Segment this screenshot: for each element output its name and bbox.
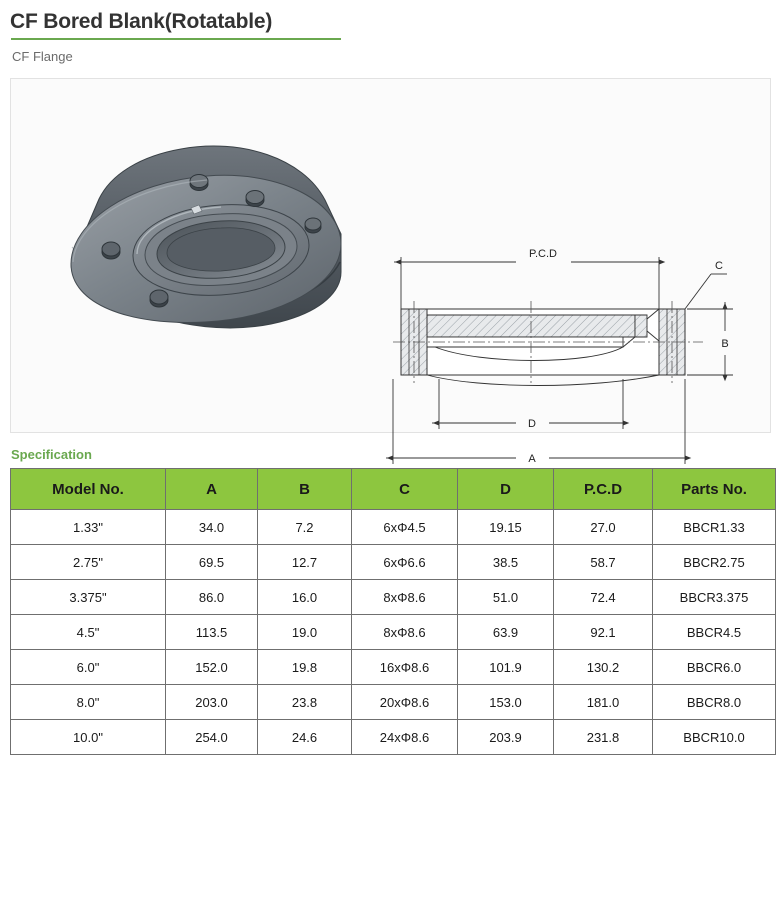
table-row — [11, 720, 776, 755]
dimension-label-b: B — [721, 338, 729, 350]
page-title: CF Bored Blank(Rotatable) — [10, 10, 273, 33]
cell-model-no: 2.75" — [11, 545, 166, 580]
dimension-label-a: A — [528, 453, 536, 465]
cell-c: 6xΦ4.5 — [352, 510, 458, 545]
cell-d: 63.9 — [458, 615, 554, 650]
table-row — [11, 545, 776, 580]
cell-c: 24xΦ8.6 — [352, 720, 458, 755]
column-header-d: D — [458, 469, 554, 510]
cell-parts-no: BBCR4.5 — [653, 615, 776, 650]
header — [8, 0, 773, 64]
cell-c: 8xΦ8.6 — [352, 615, 458, 650]
cell-pcd: 181.0 — [554, 685, 653, 720]
table-row — [11, 510, 776, 545]
cell-a: 152.0 — [166, 650, 258, 685]
cell-d: 51.0 — [458, 580, 554, 615]
table-row — [11, 650, 776, 685]
cell-a: 86.0 — [166, 580, 258, 615]
cell-a: 69.5 — [166, 545, 258, 580]
column-header-a: A — [166, 469, 258, 510]
cell-c: 6xΦ6.6 — [352, 545, 458, 580]
table-row — [11, 615, 776, 650]
specification-table — [10, 468, 776, 755]
cell-pcd: 72.4 — [554, 580, 653, 615]
cell-b: 24.6 — [258, 720, 352, 755]
cell-b: 12.7 — [258, 545, 352, 580]
flange-3d-illustration — [71, 146, 341, 328]
dimension-label-pcd: P.C.D — [529, 248, 557, 260]
cell-model-no: 8.0" — [11, 685, 166, 720]
cell-d: 19.15 — [458, 510, 554, 545]
cell-parts-no: BBCR6.0 — [653, 650, 776, 685]
cell-b: 19.8 — [258, 650, 352, 685]
cell-pcd: 231.8 — [554, 720, 653, 755]
dimension-label-c: C — [715, 260, 723, 272]
cell-parts-no: BBCR1.33 — [653, 510, 776, 545]
cell-b: 23.8 — [258, 685, 352, 720]
cell-parts-no: BBCR8.0 — [653, 685, 776, 720]
cell-model-no: 1.33" — [11, 510, 166, 545]
page-subtitle: CF Flange — [12, 49, 73, 64]
flange-technical-drawing — [393, 248, 733, 465]
cell-parts-no: BBCR3.375 — [653, 580, 776, 615]
table-header-row — [11, 469, 776, 510]
cell-parts-no: BBCR2.75 — [653, 545, 776, 580]
cell-d: 101.9 — [458, 650, 554, 685]
title-underline — [11, 38, 341, 40]
cell-b: 19.0 — [258, 615, 352, 650]
cell-a: 113.5 — [166, 615, 258, 650]
cell-d: 153.0 — [458, 685, 554, 720]
column-header-model-no: Model No. — [11, 469, 166, 510]
specification-label: Specification — [11, 447, 92, 462]
cell-a: 254.0 — [166, 720, 258, 755]
cell-b: 7.2 — [258, 510, 352, 545]
column-header-parts-no: Parts No. — [653, 469, 776, 510]
column-header-pcd: P.C.D — [554, 469, 653, 510]
cell-pcd: 92.1 — [554, 615, 653, 650]
cell-model-no: 6.0" — [11, 650, 166, 685]
cell-a: 34.0 — [166, 510, 258, 545]
cell-b: 16.0 — [258, 580, 352, 615]
table-row — [11, 685, 776, 720]
column-header-b: B — [258, 469, 352, 510]
dimension-label-d: D — [528, 418, 536, 430]
table-row — [11, 580, 776, 615]
cell-model-no: 4.5" — [11, 615, 166, 650]
cell-d: 203.9 — [458, 720, 554, 755]
cell-c: 16xΦ8.6 — [352, 650, 458, 685]
cell-pcd: 27.0 — [554, 510, 653, 545]
cell-parts-no: BBCR10.0 — [653, 720, 776, 755]
cell-c: 20xΦ8.6 — [352, 685, 458, 720]
cell-a: 203.0 — [166, 685, 258, 720]
column-header-c: C — [352, 469, 458, 510]
cell-pcd: 58.7 — [554, 545, 653, 580]
cell-pcd: 130.2 — [554, 650, 653, 685]
cell-model-no: 10.0" — [11, 720, 166, 755]
cell-c: 8xΦ8.6 — [352, 580, 458, 615]
cell-d: 38.5 — [458, 545, 554, 580]
cell-model-no: 3.375" — [11, 580, 166, 615]
